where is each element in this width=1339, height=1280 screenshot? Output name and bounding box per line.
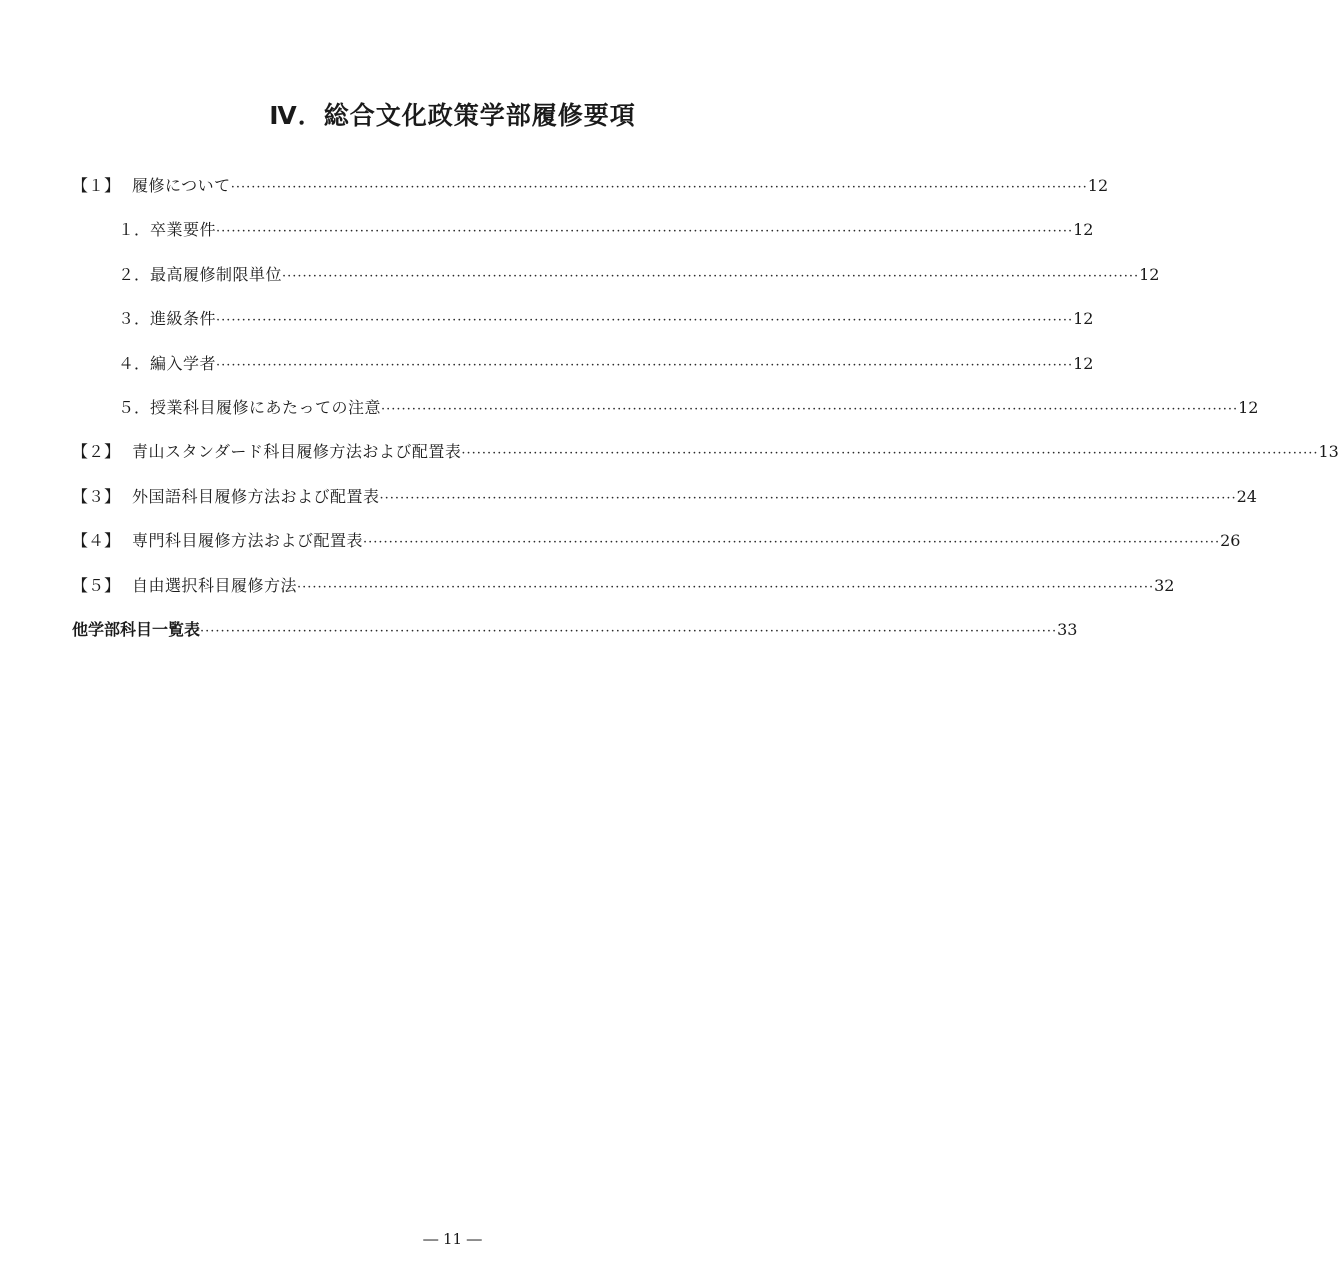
toc-entry-number: 【１】 — [72, 176, 121, 195]
toc-dot-leader: ······································································································································································· — [297, 579, 1155, 595]
toc-entry-page: 32 — [1154, 575, 1175, 595]
toc-entry-page: 12 — [1139, 264, 1160, 284]
toc-entry-page: 12 — [1073, 309, 1094, 329]
toc-entry-1-1[interactable] — [72, 216, 1094, 260]
toc-dot-leader: ······································································································································································· — [216, 313, 1074, 329]
toc-dot-leader: ······································································································································································· — [461, 446, 1319, 462]
toc-entry-label: 外国語科目履修方法および配置表 — [132, 486, 380, 506]
toc-entry-2[interactable] — [72, 438, 1339, 482]
toc-entry-label: 授業科目履修にあたっての注意 — [150, 397, 382, 417]
toc-entry-page: 24 — [1236, 486, 1257, 506]
toc-entry-1-2[interactable] — [72, 261, 1160, 305]
toc-dot-leader: ······································································································································································· — [200, 623, 1058, 639]
toc-entry-1-5[interactable] — [72, 394, 1259, 438]
toc-entry-page: 12 — [1073, 353, 1094, 373]
toc-entry-1-4[interactable] — [72, 350, 1094, 394]
toc-dot-leader: ······································································································································································· — [379, 490, 1237, 506]
toc-entry-number: ３． — [118, 309, 151, 329]
toc-entry-label: 自由選択科目履修方法 — [132, 575, 298, 595]
toc-entry-5[interactable] — [72, 572, 1175, 616]
page-number: ― 11 ― — [423, 1230, 482, 1248]
toc-entry-label: 専門科目履修方法および配置表 — [132, 531, 364, 551]
toc-dot-leader: ······································································································································································· — [363, 535, 1221, 551]
toc-entry-number: 【４】 — [72, 531, 121, 551]
toc-entry-label: 青山スタンダード科目履修方法および配置表 — [132, 442, 462, 462]
toc-entry-label: 履修について — [132, 176, 231, 195]
table-of-contents — [72, 172, 1339, 660]
toc-entry-number: ４． — [118, 353, 151, 373]
toc-dot-leader: ······································································································································································· — [216, 357, 1074, 373]
page-title: Ⅳ．総合文化政策学部履修要項 — [269, 101, 636, 130]
toc-entry-page: 12 — [1238, 397, 1259, 417]
toc-entry-label: 他学部科目一覧表 — [72, 619, 201, 639]
toc-entry-4[interactable] — [72, 527, 1241, 571]
toc-entry-other-faculty-courses[interactable] — [72, 616, 1078, 660]
toc-entry-1[interactable] — [72, 172, 1109, 216]
toc-dot-leader: ······································································································································································· — [282, 268, 1140, 284]
toc-entry-number: 【２】 — [72, 442, 121, 462]
toc-entry-page: 26 — [1220, 531, 1241, 551]
toc-entry-page: 12 — [1087, 176, 1109, 195]
toc-entry-page: 13 — [1318, 442, 1339, 462]
toc-entry-label: 進級条件 — [150, 309, 217, 329]
toc-entry-label: 編入学者 — [150, 353, 217, 373]
toc-dot-leader: ······································································································································································· — [230, 180, 1088, 195]
toc-entry-3[interactable] — [72, 483, 1257, 527]
toc-entry-page: 33 — [1057, 619, 1078, 639]
toc-entry-number: ２． — [118, 264, 151, 284]
toc-entry-page: 12 — [1073, 220, 1094, 240]
toc-entry-label: 卒業要件 — [150, 220, 217, 240]
toc-entry-number: 【３】 — [72, 486, 121, 506]
toc-entry-number: ５． — [118, 397, 151, 417]
toc-dot-leader: ······································································································································································· — [381, 401, 1239, 417]
toc-entry-number: １． — [118, 220, 151, 240]
toc-entry-label: 最高履修制限単位 — [150, 264, 283, 284]
toc-entry-1-3[interactable] — [72, 305, 1094, 349]
toc-entry-number: 【５】 — [72, 575, 121, 595]
toc-dot-leader: ······································································································································································· — [216, 224, 1074, 240]
